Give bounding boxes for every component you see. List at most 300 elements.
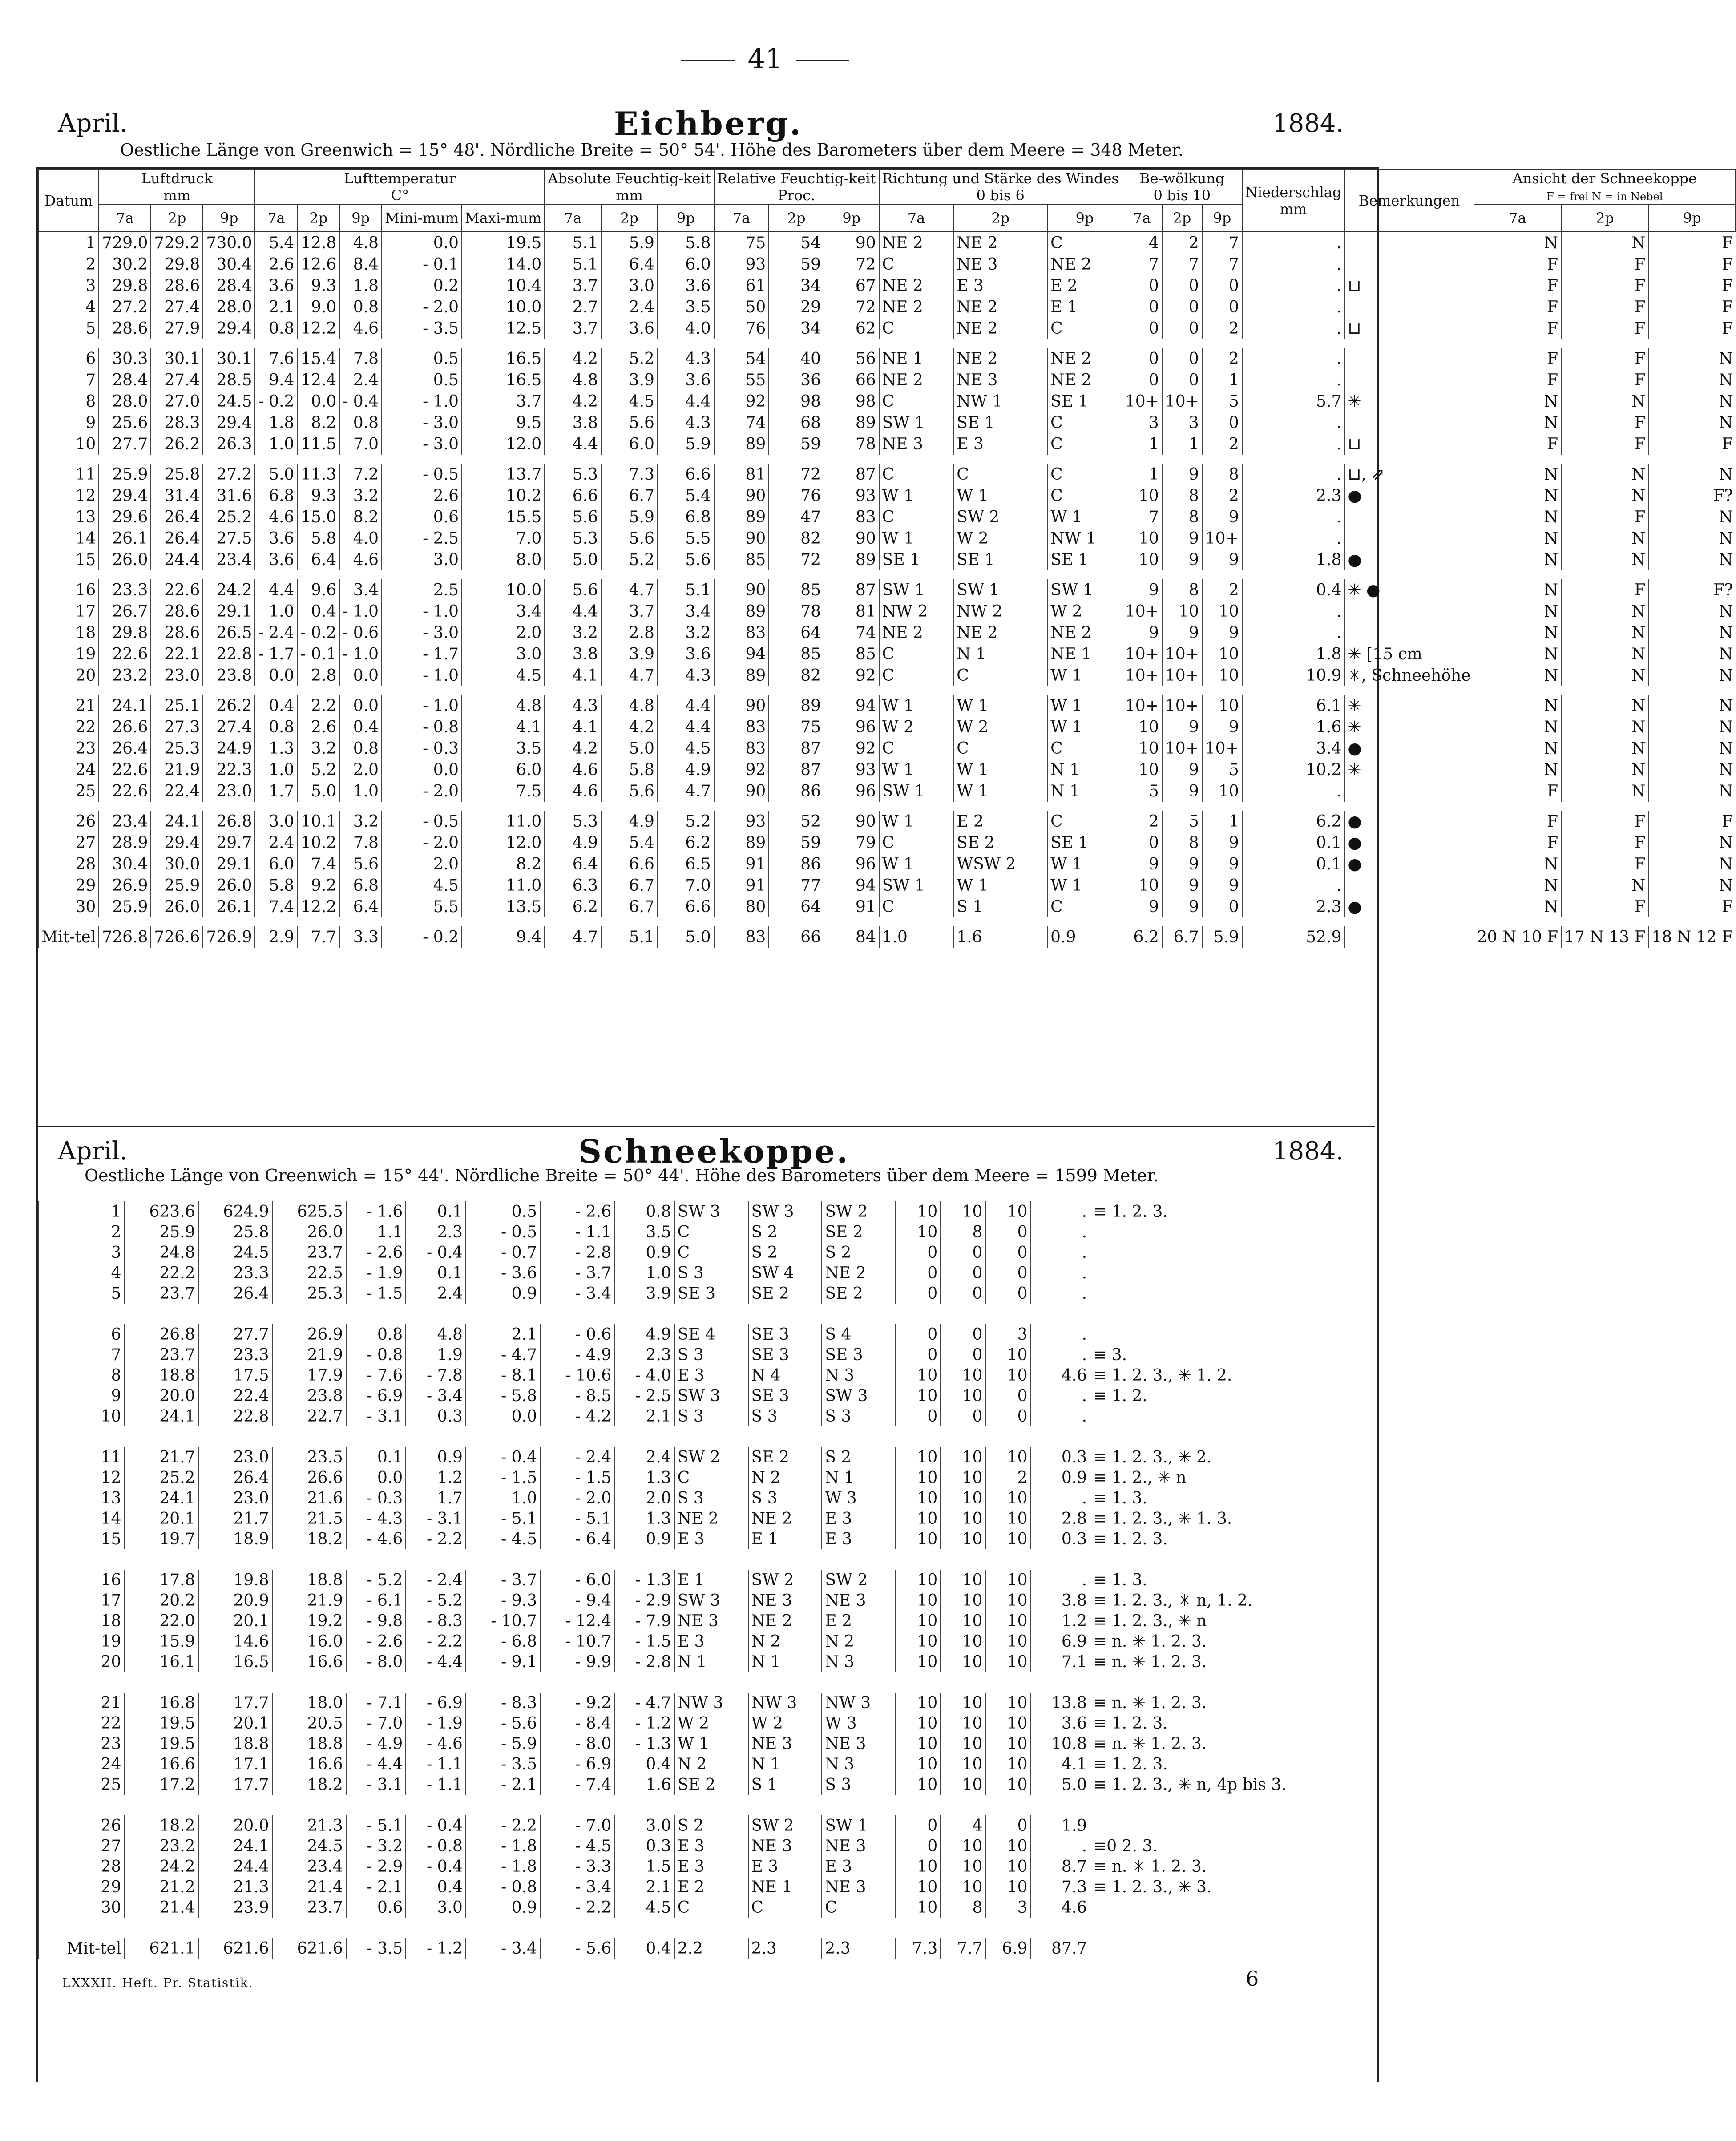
table-cell: 23.0 xyxy=(198,1447,272,1467)
table-cell: 10 xyxy=(985,1345,1030,1365)
table-cell: - 2.9 xyxy=(614,1590,674,1611)
table-cell: 72 xyxy=(824,296,879,318)
table-cell xyxy=(1090,1897,1373,1918)
table-cell: 4.8 xyxy=(545,369,601,391)
table-cell: - 3.7 xyxy=(540,1263,614,1283)
table-row xyxy=(38,738,1736,759)
table-cell: F xyxy=(1474,811,1561,832)
table-cell: 16.6 xyxy=(272,1652,346,1672)
table-cell: 23 xyxy=(38,1733,124,1754)
table-cell: NE 2 xyxy=(953,348,1047,369)
table-cell: 4.7 xyxy=(545,926,601,948)
table-cell: 9 xyxy=(1162,528,1202,549)
table-cell: 6.6 xyxy=(545,485,601,506)
table-cell: NE 3 xyxy=(674,1611,748,1631)
table-cell: ≡ 1. 2. 3., ✳ 1. 2. xyxy=(1090,1365,1373,1386)
table-cell: N xyxy=(1561,875,1648,896)
table-cell: 10 xyxy=(896,1713,941,1733)
table-row xyxy=(38,1611,1373,1631)
table-cell: 1.7 xyxy=(255,780,297,802)
table-cell: 0.6 xyxy=(346,1897,406,1918)
table-cell: E 3 xyxy=(674,1631,748,1652)
table-cell: 9 xyxy=(1162,549,1202,570)
table-cell: 16.5 xyxy=(198,1652,272,1672)
table-cell: F xyxy=(1561,369,1648,391)
subheader-cell: 7a xyxy=(255,204,297,232)
table-cell: 26.0 xyxy=(203,875,255,896)
table-cell: 0 xyxy=(941,1283,985,1304)
table-cell: ≡ 1. 2. 3., ✳ n xyxy=(1090,1611,1373,1631)
table-cell: NE 2 xyxy=(1047,254,1122,275)
table-cell: 0.8 xyxy=(339,738,382,759)
table-cell: ⊔ xyxy=(1344,433,1474,455)
col-nied: Niederschlag mm xyxy=(1242,170,1345,232)
table-cell: - 9.2 xyxy=(540,1693,614,1713)
table-cell: ● xyxy=(1344,738,1474,759)
table-row xyxy=(38,412,1736,433)
table-cell: 5.2 xyxy=(658,811,714,832)
table-cell: - 0.4 xyxy=(406,1242,466,1263)
table-cell: 21.3 xyxy=(198,1877,272,1897)
table-cell: 0.0 xyxy=(466,1406,540,1426)
table-cell: 82 xyxy=(769,665,824,686)
table-cell: SW 3 xyxy=(748,1201,822,1222)
table-cell: F xyxy=(1561,811,1648,832)
table-cell: 6.7 xyxy=(1162,926,1202,948)
table-cell: 5.6 xyxy=(545,579,601,601)
table-cell: 4 xyxy=(38,1263,124,1283)
table-cell: 0.5 xyxy=(382,369,462,391)
table-cell: ● xyxy=(1344,832,1474,853)
table-cell: 0.0 xyxy=(339,695,382,716)
table-cell: - 7.4 xyxy=(540,1774,614,1795)
table-cell: N 1 xyxy=(822,1467,896,1488)
table-cell: - 3.0 xyxy=(382,622,462,643)
table-cell: - 2.8 xyxy=(614,1652,674,1672)
table-cell: SE 3 xyxy=(748,1345,822,1365)
table-cell: 14.0 xyxy=(462,254,545,275)
table-cell: 3.6 xyxy=(1031,1713,1090,1733)
table-cell: - 0.2 xyxy=(382,926,462,948)
table-cell: 4.4 xyxy=(255,579,297,601)
table-cell: 66 xyxy=(824,369,879,391)
table-cell: 15.9 xyxy=(124,1631,198,1652)
table-cell: - 1.0 xyxy=(382,665,462,686)
table-cell: 9 xyxy=(1202,506,1242,528)
table-cell: C xyxy=(822,1897,896,1918)
table-cell: 29.4 xyxy=(203,318,255,339)
table-cell: 80 xyxy=(714,896,769,917)
table-cell: 3.5 xyxy=(614,1222,674,1242)
table-cell: 1 xyxy=(1202,369,1242,391)
table-cell: 0 xyxy=(985,1406,1030,1426)
table-cell: 29.6 xyxy=(99,506,151,528)
table-cell: 9 xyxy=(1162,464,1202,485)
table-cell: - 1.5 xyxy=(614,1631,674,1652)
table-cell: F xyxy=(1474,275,1561,296)
table-cell: 12.5 xyxy=(462,318,545,339)
table-cell: ≡ n. ✳ 1. 2. 3. xyxy=(1090,1733,1373,1754)
table-cell: - 0.8 xyxy=(406,1836,466,1856)
table-cell: 3.3 xyxy=(339,926,382,948)
table-cell: F xyxy=(1561,348,1648,369)
table-cell: - 3.4 xyxy=(540,1283,614,1304)
table-cell: 4.5 xyxy=(601,391,658,412)
table-cell: 26.3 xyxy=(203,433,255,455)
table-cell: 26.1 xyxy=(99,528,151,549)
table-cell: - 0.3 xyxy=(346,1488,406,1508)
table-cell: 4.3 xyxy=(658,412,714,433)
table-cell: 6.8 xyxy=(255,485,297,506)
table-cell: 10 xyxy=(985,1733,1030,1754)
table-cell: 30 xyxy=(38,1897,124,1918)
table-cell: 18.2 xyxy=(272,1774,346,1795)
table-cell: - 1.0 xyxy=(382,695,462,716)
table-cell: 83 xyxy=(714,926,769,948)
table-cell: 1.6 xyxy=(614,1774,674,1795)
mittel-row xyxy=(38,926,1736,948)
mittel-row xyxy=(38,1938,1373,1959)
table-cell: 18.8 xyxy=(198,1733,272,1754)
table-cell: 22.1 xyxy=(151,643,203,665)
table-cell: 29 xyxy=(769,296,824,318)
table-cell: ✳ xyxy=(1344,391,1474,412)
table-cell: 9 xyxy=(1202,875,1242,896)
table-cell: ≡0 2. 3. xyxy=(1090,1836,1373,1856)
table-cell: 3.6 xyxy=(255,275,297,296)
table-cell: N xyxy=(1474,485,1561,506)
table-cell: 1.0 xyxy=(255,759,297,780)
table-cell: 24 xyxy=(38,1754,124,1774)
table-cell: 10 xyxy=(38,1406,124,1426)
table-cell: 5 xyxy=(1122,780,1162,802)
table-cell: - 3.4 xyxy=(406,1386,466,1406)
table-row xyxy=(38,665,1736,686)
table-cell xyxy=(1344,926,1474,948)
table-cell: 25.3 xyxy=(272,1283,346,1304)
table-cell: - 3.0 xyxy=(382,433,462,455)
table-cell: 4.2 xyxy=(545,348,601,369)
table-cell: 27.4 xyxy=(203,716,255,738)
subheader-cell: 9p xyxy=(339,204,382,232)
table-cell: 7.0 xyxy=(658,875,714,896)
table-cell: N xyxy=(1474,759,1561,780)
table-cell: 18.9 xyxy=(198,1529,272,1549)
table-cell: 0 xyxy=(1162,318,1202,339)
table-cell: 16.6 xyxy=(272,1754,346,1774)
table-cell: 64 xyxy=(769,622,824,643)
table-cell: 2 xyxy=(1162,232,1202,254)
table-cell: 2.4 xyxy=(339,369,382,391)
table-cell: 7.6 xyxy=(255,348,297,369)
table-cell: 1.7 xyxy=(406,1488,466,1508)
table-cell: 23.3 xyxy=(198,1345,272,1365)
table-cell: 0.1 xyxy=(1242,853,1345,875)
table-cell: 4.7 xyxy=(601,579,658,601)
table-cell: 1 xyxy=(1122,464,1162,485)
table-row xyxy=(38,1242,1373,1263)
table-cell: 89 xyxy=(824,412,879,433)
table-cell: W 2 xyxy=(748,1713,822,1733)
table-cell: 19.5 xyxy=(124,1733,198,1754)
table-cell xyxy=(1090,1406,1373,1426)
table-cell: 0 xyxy=(941,1345,985,1365)
table-cell: S 3 xyxy=(674,1263,748,1283)
table-cell: - 3.4 xyxy=(540,1877,614,1897)
table-cell: 5.3 xyxy=(545,811,601,832)
table-cell: 0.2 xyxy=(382,275,462,296)
table-cell: 85 xyxy=(824,643,879,665)
table-cell: 25.1 xyxy=(151,695,203,716)
table-cell: SE 1 xyxy=(1047,832,1122,853)
table-cell: ≡ 1. 3. xyxy=(1090,1488,1373,1508)
table-cell: 10 xyxy=(1162,601,1202,622)
table-row xyxy=(38,1345,1373,1365)
table-cell: - 5.2 xyxy=(346,1570,406,1590)
table-cell: 726.9 xyxy=(203,926,255,948)
table-cell: W 2 xyxy=(879,716,954,738)
table-cell: - 0.4 xyxy=(466,1447,540,1467)
table-cell: - 4.3 xyxy=(346,1508,406,1529)
table-cell: 23.7 xyxy=(272,1242,346,1263)
table-cell: 0.3 xyxy=(1031,1529,1090,1549)
row-gap xyxy=(38,802,1736,811)
table-cell: ● xyxy=(1344,811,1474,832)
table-cell: 10 xyxy=(941,1447,985,1467)
table-cell: 0.8 xyxy=(346,1324,406,1345)
table-cell: F xyxy=(1561,832,1648,853)
table-cell: 15.4 xyxy=(297,348,339,369)
table-cell: 92 xyxy=(824,665,879,686)
table-cell: F xyxy=(1561,896,1648,917)
table-cell: 0 xyxy=(1122,296,1162,318)
table-cell: Mit-tel xyxy=(38,1938,124,1959)
table-cell: 0 xyxy=(1162,275,1202,296)
table-cell: NW 1 xyxy=(1047,528,1122,549)
table-cell: 26.5 xyxy=(203,622,255,643)
table-cell: 0.4 xyxy=(614,1938,674,1959)
table-cell: . xyxy=(1031,1222,1090,1242)
table-cell: 25.3 xyxy=(151,738,203,759)
table-cell: - 1.9 xyxy=(406,1713,466,1733)
table-cell: 26.4 xyxy=(198,1283,272,1304)
table-cell: 9 xyxy=(1202,716,1242,738)
table-cell xyxy=(1090,1283,1373,1304)
table-cell: N xyxy=(1649,412,1736,433)
table-cell: 5.1 xyxy=(658,579,714,601)
table-cell: 8 xyxy=(941,1897,985,1918)
table-cell: NE 3 xyxy=(953,254,1047,275)
table-cell: 23.0 xyxy=(198,1488,272,1508)
table-cell: ≡ 1. 2. 3., ✳ n, 1. 2. xyxy=(1090,1590,1373,1611)
table-cell: S 3 xyxy=(822,1774,896,1795)
table-cell: 18.2 xyxy=(124,1815,198,1836)
table-cell: 12.8 xyxy=(297,232,339,254)
table-cell: 72 xyxy=(769,464,824,485)
table-cell xyxy=(1344,601,1474,622)
table-cell xyxy=(1344,780,1474,802)
table-cell: 2 xyxy=(1202,348,1242,369)
table-cell: 26.9 xyxy=(99,875,151,896)
table-cell: 7 xyxy=(1122,254,1162,275)
table-cell: 7 xyxy=(1122,506,1162,528)
table-cell: E 3 xyxy=(822,1508,896,1529)
table-cell: 22.4 xyxy=(151,780,203,802)
table-cell: 4.9 xyxy=(658,759,714,780)
table-cell: 26.9 xyxy=(272,1324,346,1345)
table-cell: 10 xyxy=(985,1877,1030,1897)
table-cell: 17 xyxy=(38,1590,124,1611)
table-cell: 22.6 xyxy=(99,643,151,665)
table-row xyxy=(38,1467,1373,1488)
table-cell xyxy=(1090,1324,1373,1345)
table-cell: 0 xyxy=(1162,348,1202,369)
table-cell: 6.9 xyxy=(985,1938,1030,1959)
table-cell: 0.9 xyxy=(614,1242,674,1263)
table-cell: 10 xyxy=(985,1774,1030,1795)
table-cell: - 1.1 xyxy=(406,1774,466,1795)
table-cell: 6.3 xyxy=(545,875,601,896)
table-cell: - 8.3 xyxy=(466,1693,540,1713)
table-cell: 64 xyxy=(769,896,824,917)
table-row xyxy=(38,464,1736,485)
table-cell: 0.8 xyxy=(255,716,297,738)
table-cell: 5.6 xyxy=(339,853,382,875)
table-cell: 8.2 xyxy=(462,853,545,875)
table-cell: C xyxy=(674,1222,748,1242)
table-cell: 14 xyxy=(38,1508,124,1529)
table-cell: E 2 xyxy=(1047,275,1122,296)
table-cell: 7.2 xyxy=(339,464,382,485)
table-cell: 3.7 xyxy=(545,275,601,296)
table-cell: 18.8 xyxy=(272,1570,346,1590)
table-cell: ≡ 1. 2. xyxy=(1090,1386,1373,1406)
table-cell: 89 xyxy=(714,506,769,528)
table-cell: - 5.1 xyxy=(466,1508,540,1529)
table-cell: 23.0 xyxy=(151,665,203,686)
table-cell: F xyxy=(1649,811,1736,832)
table-cell: 7.4 xyxy=(297,853,339,875)
table-row xyxy=(38,1754,1373,1774)
table-cell: ≡ 1. 2. 3., ✳ 3. xyxy=(1090,1877,1373,1897)
table-cell: N xyxy=(1649,464,1736,485)
table-cell xyxy=(1344,412,1474,433)
table-cell: 27 xyxy=(38,832,99,853)
table-cell: 10+ xyxy=(1162,738,1202,759)
table-cell: 89 xyxy=(714,433,769,455)
table-cell: 3.0 xyxy=(601,275,658,296)
table-cell: C xyxy=(674,1897,748,1918)
row-gap xyxy=(38,1795,1373,1815)
table-cell: 19.7 xyxy=(124,1529,198,1549)
table-cell: N xyxy=(1561,232,1648,254)
table-cell: 10+ xyxy=(1122,695,1162,716)
table-cell: 5.6 xyxy=(601,412,658,433)
table-cell: W 3 xyxy=(822,1713,896,1733)
year: 1884. xyxy=(1272,1137,1344,1166)
table-cell: 9 xyxy=(1162,759,1202,780)
table-cell: C xyxy=(953,464,1047,485)
table-row xyxy=(38,1529,1373,1549)
table-cell: S 1 xyxy=(953,896,1047,917)
table-cell: 6.6 xyxy=(658,896,714,917)
table-cell xyxy=(1344,622,1474,643)
subheader-cell: 9p xyxy=(1202,204,1242,232)
table-cell: N xyxy=(1474,528,1561,549)
subheader-cell: 7a xyxy=(99,204,151,232)
table-cell: 5.8 xyxy=(601,759,658,780)
table-cell: - 2.4 xyxy=(255,622,297,643)
table-cell: ✳ xyxy=(1344,695,1474,716)
table-row xyxy=(38,1447,1373,1467)
table-cell: 59 xyxy=(769,433,824,455)
table-cell: S 3 xyxy=(822,1406,896,1426)
table-cell: 83 xyxy=(714,738,769,759)
table-cell: N xyxy=(1649,506,1736,528)
table-cell: NE 3 xyxy=(822,1590,896,1611)
table-cell: - 4.4 xyxy=(406,1652,466,1672)
table-cell: 14.6 xyxy=(198,1631,272,1652)
table-cell: N xyxy=(1649,853,1736,875)
table-cell: 3.8 xyxy=(545,643,601,665)
table-cell: - 3.5 xyxy=(382,318,462,339)
table-cell: 19.5 xyxy=(124,1713,198,1733)
table-cell: 4.1 xyxy=(462,716,545,738)
table-cell: N xyxy=(1474,875,1561,896)
table-cell: - 2.0 xyxy=(540,1488,614,1508)
table-cell: 10+ xyxy=(1122,391,1162,412)
table-cell xyxy=(1344,506,1474,528)
table-cell: 10 xyxy=(985,1508,1030,1529)
table-cell: W 1 xyxy=(879,811,954,832)
table-cell: . xyxy=(1031,1386,1090,1406)
table-cell: . xyxy=(1031,1345,1090,1365)
table-cell xyxy=(1344,348,1474,369)
table-cell: 5 xyxy=(1162,811,1202,832)
table-cell: 4.9 xyxy=(545,832,601,853)
table-cell: 90 xyxy=(714,485,769,506)
table-cell: ≡ 1. 3. xyxy=(1090,1570,1373,1590)
table-cell: NW 3 xyxy=(822,1693,896,1713)
table-cell: N 1 xyxy=(674,1652,748,1672)
table-cell: 15.5 xyxy=(462,506,545,528)
table-row xyxy=(38,1365,1373,1386)
table-cell: 86 xyxy=(769,780,824,802)
table-cell: 94 xyxy=(824,875,879,896)
table-cell: 10+ xyxy=(1122,601,1162,622)
table-cell: 0 xyxy=(896,1324,941,1345)
table-cell: 2.3 xyxy=(822,1938,896,1959)
table-cell: 10 xyxy=(941,1365,985,1386)
table-cell: 1.8 xyxy=(1242,643,1345,665)
table-cell: 22.2 xyxy=(124,1263,198,1283)
table-cell: 6.8 xyxy=(339,875,382,896)
table-cell: 24.2 xyxy=(124,1856,198,1877)
table-cell: 10 xyxy=(941,1856,985,1877)
table-cell: 7 xyxy=(38,1345,124,1365)
table-cell: C xyxy=(1047,738,1122,759)
subheader-cell: 2p xyxy=(601,204,658,232)
table-cell: 6.7 xyxy=(601,875,658,896)
table-cell: 6.0 xyxy=(601,433,658,455)
table-cell: 3.6 xyxy=(255,549,297,570)
table-cell: 17.7 xyxy=(198,1693,272,1713)
row-gap xyxy=(38,1918,1373,1938)
table-cell: N xyxy=(1561,485,1648,506)
table-cell: W 1 xyxy=(1047,875,1122,896)
table-cell: 26.4 xyxy=(99,738,151,759)
table-cell: 25.8 xyxy=(151,464,203,485)
